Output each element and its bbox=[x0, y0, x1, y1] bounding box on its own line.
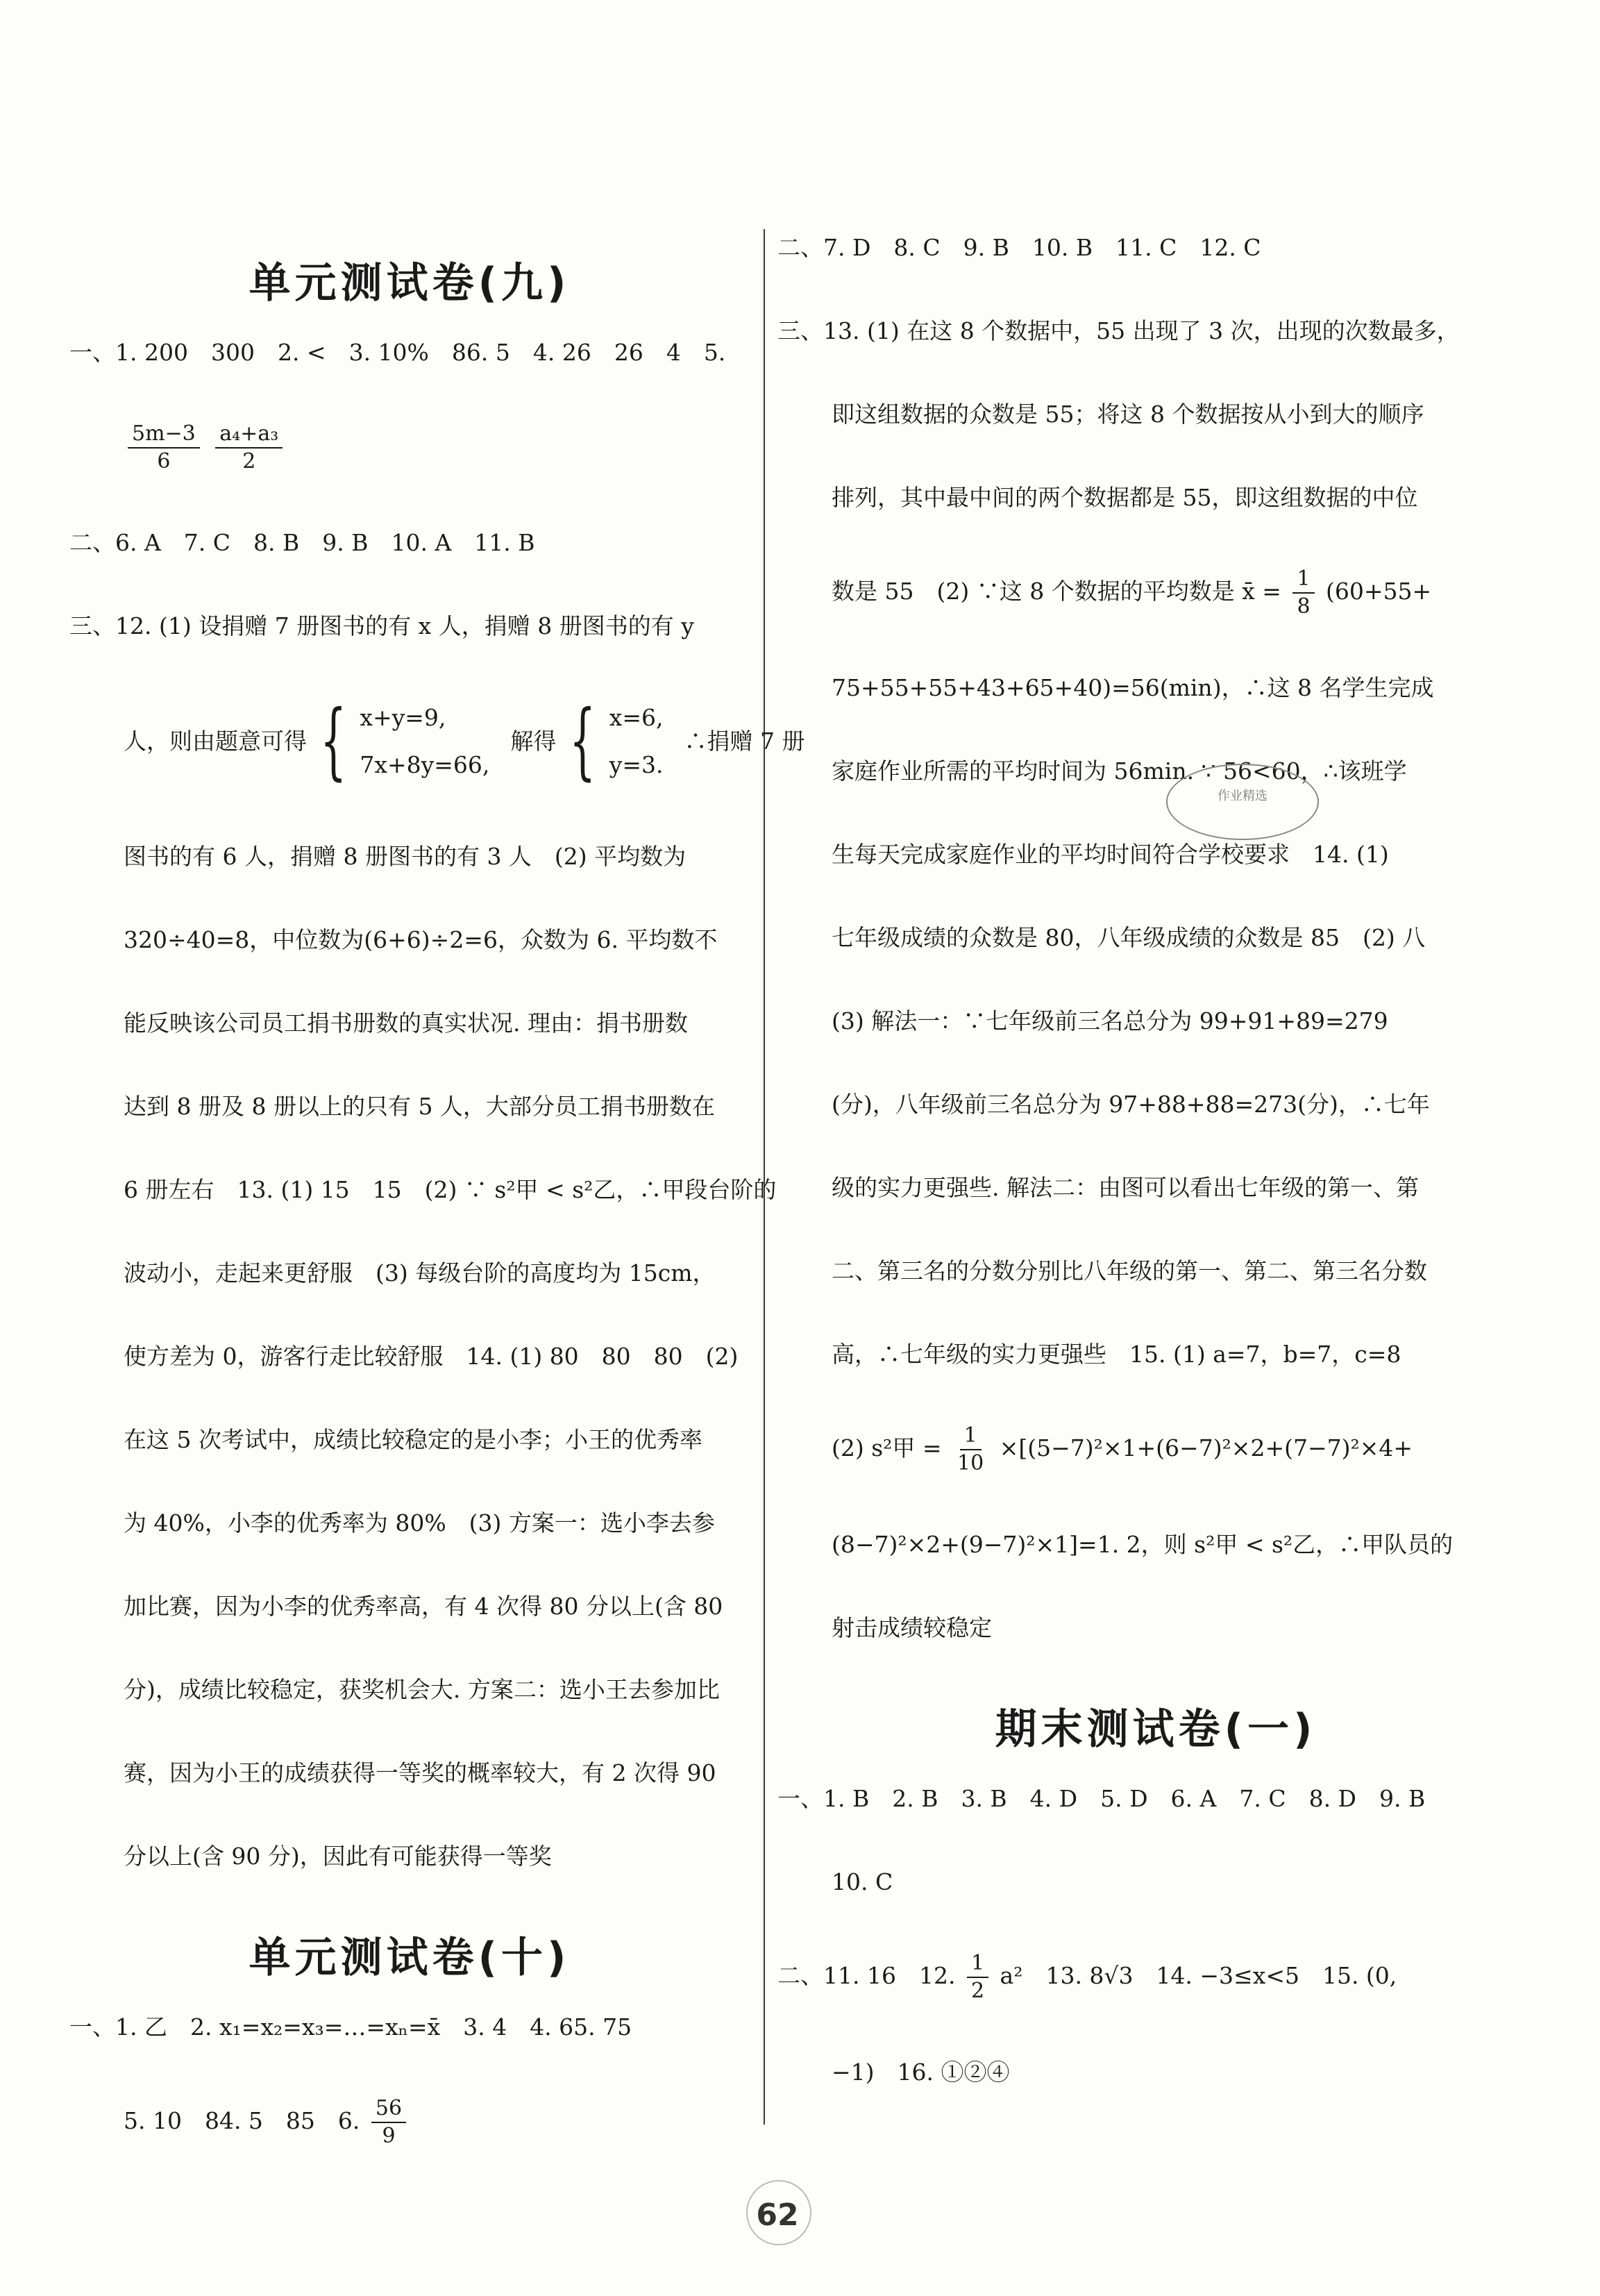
watermark-stamp: 作业精选 bbox=[1166, 764, 1319, 840]
text-line: 级的实力更强些. 解法二：由图可以看出七年级的第一、第 bbox=[832, 1174, 1419, 1201]
text-line: 三、12. (1) 设捐赠 7 册图书的有 x 人，捐赠 8 册图书的有 y bbox=[69, 612, 694, 639]
right-column bbox=[777, 229, 1534, 2140]
text-line: 加比赛，因为小李的优秀率高，有 4 次得 80 分以上(含 80 bbox=[124, 1593, 723, 1620]
text-line: 分以上(含 90 分)，因此有可能获得一等奖 bbox=[124, 1843, 552, 1870]
text-line: 家庭作业所需的平均时间为 56min. ∵ 56<60，∴该班学 bbox=[832, 757, 1407, 785]
text-line: (2) s²甲 = $\frac{1}{10}$ ×[(5−7)²×1+(6−7)²×2+(7−7)²×4+ bbox=[832, 1423, 1413, 1475]
text-line: 二、第三名的分数分别比八年级的第一、第二、第三名分数 bbox=[832, 1257, 1427, 1284]
text-line: 即这组数据的众数是 55；将这 8 个数据按从小到大的顺序 bbox=[832, 401, 1424, 428]
fraction: $\frac{1}{2}$ bbox=[967, 1950, 988, 2004]
fraction: $\frac{1}{8}$ bbox=[1292, 566, 1314, 620]
text-line: 图书的有 6 人，捐赠 8 册图书的有 3 人 (2) 平均数为 bbox=[124, 843, 687, 870]
text-line: (3) 解法一：∵七年级前三名总分为 99+91+89=279 bbox=[832, 1007, 1388, 1034]
text-line: 分)，成绩比较稳定，获奖机会大. 方案二：选小王去参加比 bbox=[124, 1676, 720, 1703]
page-number: 62 bbox=[756, 2197, 799, 2233]
section-title-unit-10: 单元测试卷(十) bbox=[249, 1934, 571, 1982]
text-line: −1) 16. ①②④ bbox=[832, 2059, 1010, 2086]
fraction: $\frac{\text{a₄+a₃}}{2}$ bbox=[215, 421, 283, 475]
text-line: 二、6. A 7. C 8. B 9. B 10. A 11. B bbox=[69, 529, 535, 556]
text-line: 5. 10 84. 5 85 6. $\frac{56}{9}$ bbox=[69, 2095, 750, 2150]
text-line: 一、1. B 2. B 3. B 4. D 5. D 6. A 7. C 8. D 9. B bbox=[777, 1785, 1426, 1812]
section-title-final-exam: 期末测试卷(一) bbox=[995, 1705, 1317, 1754]
text-line: 波动小，走起来更舒服 (3) 每级台阶的高度均为 15cm， bbox=[124, 1259, 716, 1287]
text-line: 二、11. 16 12. $\frac{1}{2}$ a² 13. 8√3 14. −3≤x<5 15. (0, bbox=[777, 1951, 1397, 2003]
equation-line: 人，则由题意可得 { x+y=9, 7x+8y=66, 解得 { x=6, y=3. ∴捐赠 7 册 bbox=[124, 693, 805, 789]
text-line: 三、13. (1) 在这 8 个数据中，55 出现了 3 次，出现的次数最多， bbox=[777, 317, 1460, 344]
fraction: $\frac{1}{10}$ bbox=[957, 1423, 984, 1475]
fraction: $\frac{56}{9}$ bbox=[371, 2095, 406, 2150]
text-line: 6 册左右 13. (1) 15 15 (2) ∵ s²甲 < s²乙，∴甲段台阶的 bbox=[124, 1176, 777, 1203]
fraction-line bbox=[69, 421, 750, 475]
text-line: (8−7)²×2+(9−7)²×1]=1. 2，则 s²甲 < s²乙，∴甲队员的 bbox=[832, 1531, 1454, 1558]
text-line: 一、1. 乙 2. x₁=x₂=x₃=…=xₙ=x̄ 3. 4 4. 65. 75 bbox=[69, 2013, 632, 2041]
text-line: 75+55+55+43+65+40)=56(min)，∴这 8 名学生完成 bbox=[832, 674, 1434, 701]
text-line: 为 40%，小李的优秀率为 80% (3) 方案一：选小李去参 bbox=[124, 1509, 715, 1536]
text-line: 排列，其中最中间的两个数据都是 55，即这组数据的中位 bbox=[832, 484, 1418, 511]
text-line: 在这 5 次考试中，成绩比较稳定的是小李；小王的优秀率 bbox=[124, 1426, 702, 1453]
text-line: 10. C bbox=[832, 1868, 893, 1895]
text-line: (分)，八年级前三名总分为 97+88+88=273(分)，∴七年 bbox=[832, 1091, 1430, 1118]
section-title-unit-9: 单元测试卷(九) bbox=[249, 259, 571, 308]
text-line: 生每天完成家庭作业的平均时间符合学校要求 14. (1) bbox=[832, 841, 1389, 868]
left-column bbox=[69, 229, 805, 2202]
text-line: 一、1. 200 300 2. < 3. 10% 86. 5 4. 26 26 4 5. bbox=[69, 339, 726, 366]
text-line: 能反映该公司员工捐书册数的真实状况. 理由：捐书册数 bbox=[124, 1009, 688, 1037]
text-line: 二、7. D 8. C 9. B 10. B 11. C 12. C bbox=[777, 234, 1261, 261]
text-line: 达到 8 册及 8 册以上的只有 5 人，大部分员工捐书册数在 bbox=[124, 1093, 715, 1120]
text-line: 高，∴七年级的实力更强些 15. (1) a=7，b=7，c=8 bbox=[832, 1341, 1401, 1368]
text-line: 使方差为 0，游客行走比较舒服 14. (1) 80 80 80 (2) bbox=[124, 1343, 739, 1370]
text-line: 七年级成绩的众数是 80，八年级成绩的众数是 85 (2) 八 bbox=[832, 924, 1426, 951]
text-line: 射击成绩较稳定 bbox=[832, 1614, 992, 1641]
equation-system: { x+y=9, 7x+8y=66, bbox=[320, 693, 490, 789]
fraction: $\frac{5m-3}{6}$ bbox=[128, 421, 200, 475]
text-line: 320÷40=8，中位数为(6+6)÷2=6，众数为 6. 平均数不 bbox=[124, 926, 718, 953]
text-line: 数是 55 (2) ∵这 8 个数据的平均数是 x̄ = $\frac{1}{8}$ (60+55+ bbox=[832, 567, 1432, 619]
text-line: 赛，因为小王的成绩获得一等奖的概率较大，有 2 次得 90 bbox=[124, 1759, 716, 1786]
equation-system: { x=6, y=3. bbox=[569, 693, 664, 789]
